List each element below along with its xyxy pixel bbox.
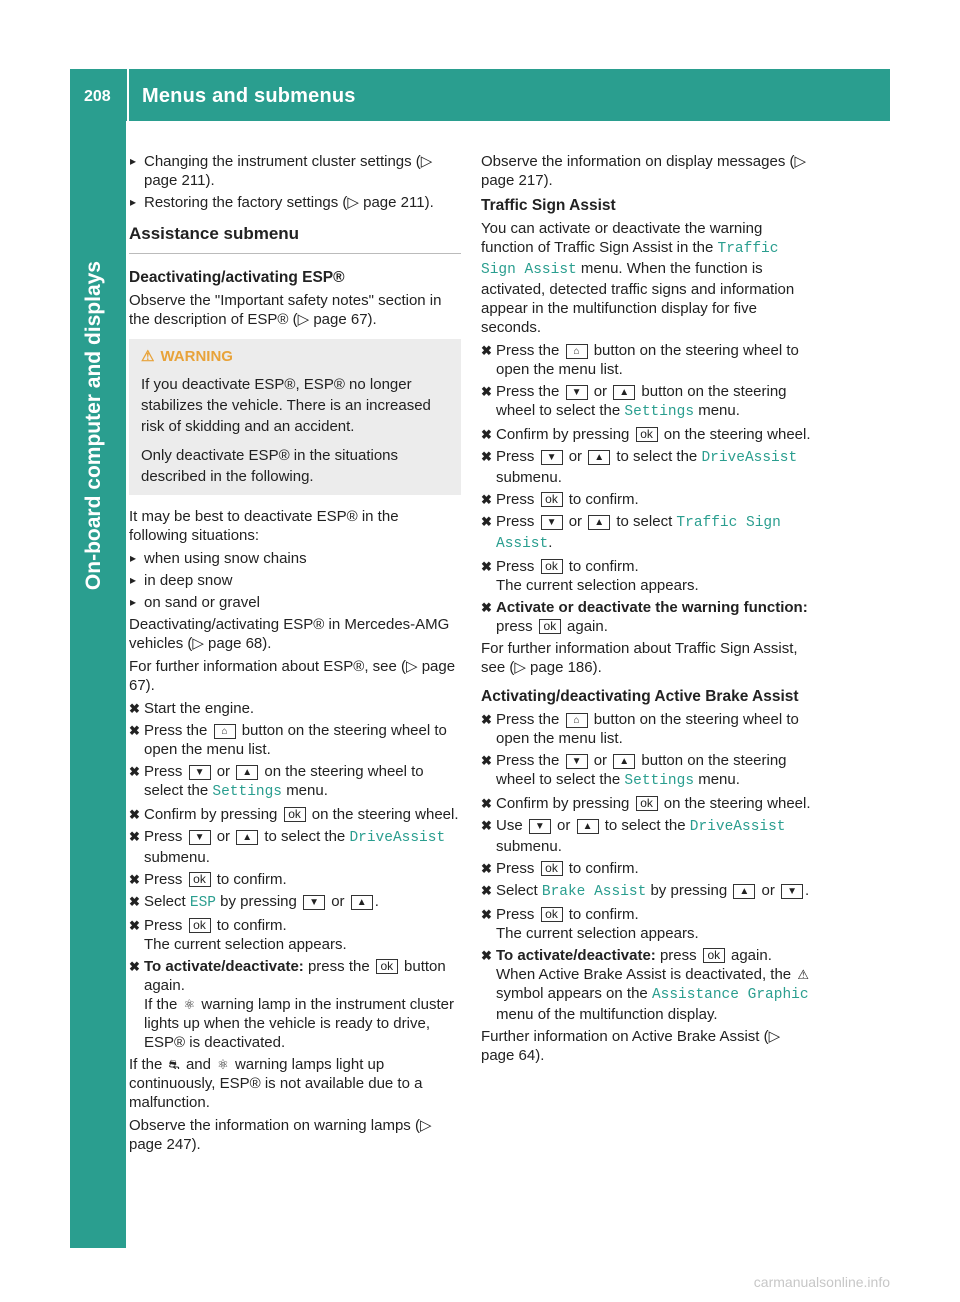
intro-text: Observe the information on display messages (▷ page 217). <box>481 153 807 189</box>
step: ✖ Press the ⌂ button on the steering wheel to open the menu list. <box>481 711 799 747</box>
home-icon: ⌂ <box>566 344 588 359</box>
ok-icon: ok <box>189 872 211 887</box>
up-arrow-icon: ▲ <box>613 754 635 769</box>
aba-further: Further information on Active Brake Assist (▷ page 64). <box>481 1028 781 1064</box>
tsa-heading: Traffic Sign Assist <box>481 197 616 214</box>
warning-box <box>129 339 461 495</box>
step-arrow-icon: ✖ <box>129 959 140 974</box>
menu-assistance-graphic: Assistance Graphic <box>651 987 809 1003</box>
step-arrow-icon: ✖ <box>481 514 492 529</box>
warning-title: WARNING <box>160 348 233 365</box>
step-arrow-icon: ✖ <box>481 449 492 464</box>
esp-warning-icon: ⛐ <box>168 1057 180 1072</box>
step: ✖ Press ok to confirm. The current selection appears. <box>481 558 699 594</box>
assistance-heading: Assistance submenu <box>129 224 461 254</box>
menu-esp: ESP <box>189 895 216 911</box>
observe-text: Observe the information on warning lamps (▷ page 247). <box>129 1117 432 1153</box>
tsa-further: For further information about Traffic Sign Assist, see (▷ page 186). <box>481 640 798 676</box>
warning-icon: ⚠ <box>141 348 155 365</box>
step-arrow-icon: ✖ <box>481 948 492 963</box>
step: ✖ Activate or deactivate the warning function: press ok again. <box>481 599 808 635</box>
step: ✖ To activate/deactivate: press the ok button again. If the ⚛ warning lamp in the instrument cluster lights up when the vehicle is ready to drive, ESP® is deactivated. <box>129 958 454 1051</box>
situations-intro: It may be best to deactivate ESP® in the following situations: <box>129 508 399 544</box>
step-arrow-icon: ✖ <box>481 384 492 399</box>
right-column <box>481 152 815 1069</box>
step-arrow-icon: ✖ <box>481 861 492 876</box>
down-arrow-icon: ▼ <box>541 450 563 465</box>
ok-icon: ok <box>541 907 563 922</box>
up-arrow-icon: ▲ <box>588 515 610 530</box>
brake-assist-off-icon: ⚠ <box>797 967 809 982</box>
step: ✖ Press ok to confirm. <box>129 871 287 888</box>
ok-icon: ok <box>376 959 398 974</box>
step: ✖ Confirm by pressing ok on the steering wheel. <box>481 426 811 443</box>
ok-icon: ok <box>541 861 563 876</box>
up-arrow-icon: ▲ <box>613 385 635 400</box>
esp-off-icon: ⚛ <box>217 1057 229 1072</box>
page-number: 208 <box>84 88 111 105</box>
step: ✖ Press the ▼ or ▲ button on the steering wheel to select the Settings menu. <box>481 752 787 789</box>
home-icon: ⌂ <box>566 713 588 728</box>
step-arrow-icon: ✖ <box>481 796 492 811</box>
step: ✖ Press ok to confirm. The current selection appears. <box>129 917 347 953</box>
step: ✖ Use ▼ or ▲ to select the DriveAssist submenu. <box>481 817 786 855</box>
ok-icon: ok <box>703 948 725 963</box>
up-arrow-icon: ▲ <box>577 819 599 834</box>
ok-icon: ok <box>284 807 306 822</box>
list-item: ▸ Restoring the factory settings (▷ page 211). <box>129 193 461 212</box>
down-arrow-icon: ▼ <box>566 754 588 769</box>
up-arrow-icon: ▲ <box>236 765 258 780</box>
menu-brake-assist: Brake Assist <box>541 884 647 900</box>
step: ✖ Press ok to confirm. The current selection appears. <box>481 906 699 942</box>
up-arrow-icon: ▲ <box>733 884 755 899</box>
down-arrow-icon: ▼ <box>529 819 551 834</box>
ok-icon: ok <box>636 427 658 442</box>
down-arrow-icon: ▼ <box>189 765 211 780</box>
ok-icon: ok <box>189 918 211 933</box>
step: ✖ Select ESP by pressing ▼ or ▲ . <box>129 893 379 911</box>
step-arrow-icon: ✖ <box>481 753 492 768</box>
ok-icon: ok <box>539 619 561 634</box>
esp-off-icon: ⚛ <box>183 997 196 1012</box>
menu-driveassist: DriveAssist <box>349 830 446 846</box>
warning-text: If you deactivate ESP®, ESP® no longer stabilizes the vehicle. There is an increased risk of skidding and an accident. <box>141 376 431 435</box>
menu-driveassist: DriveAssist <box>701 450 798 466</box>
page-title: Menus and submenus <box>142 85 356 107</box>
step-arrow-icon: ✖ <box>129 918 140 933</box>
up-arrow-icon: ▲ <box>236 830 258 845</box>
step: ✖ Confirm by pressing ok on the steering wheel. <box>481 795 811 812</box>
aba-heading: Activating/deactivating Active Brake Assist <box>481 688 799 705</box>
up-arrow-icon: ▲ <box>588 450 610 465</box>
list-item: ▸ when using snow chains <box>129 549 461 568</box>
step: ✖ Press the ▼ or ▲ button on the steering wheel to select the Settings menu. <box>481 383 787 420</box>
step-arrow-icon: ✖ <box>129 764 140 779</box>
down-arrow-icon: ▼ <box>781 884 803 899</box>
step-arrow-icon: ✖ <box>481 818 492 833</box>
menu-settings: Settings <box>624 773 695 789</box>
menu-traffic-sign-assist: Traffic Sign Assist <box>481 241 779 278</box>
step: ✖ Press ▼ or ▲ to select Traffic Sign Assist. <box>481 513 781 552</box>
step: ✖ To activate/deactivate: press ok again. When Active Brake Assist is deactivated, the ⚠ symbol appears on the Assistance Graphic menu of the multifunction display. <box>481 947 809 1023</box>
step-arrow-icon: ✖ <box>481 883 492 898</box>
step: ✖ Press ok to confirm. <box>481 491 639 508</box>
step-arrow-icon: ✖ <box>481 559 492 574</box>
sidebar-section-label: On-board computer and displays <box>82 260 105 590</box>
step-arrow-icon: ✖ <box>481 492 492 507</box>
down-arrow-icon: ▼ <box>541 515 563 530</box>
left-column <box>129 152 461 1158</box>
amg-note: Deactivating/activating ESP® in Mercedes-AMG vehicles (▷ page 68). <box>129 616 450 652</box>
warning-text: Only deactivate ESP® in the situations described in the following. <box>141 447 399 485</box>
step: ✖ Press ▼ or ▲ to select the DriveAssist submenu. <box>129 828 446 866</box>
list-item: ▸ Changing the instrument cluster settings (▷ page 211). <box>129 152 461 190</box>
menu-traffic-sign-assist: Traffic Sign Assist <box>496 515 781 552</box>
list-item: ▸ in deep snow <box>129 571 461 590</box>
down-arrow-icon: ▼ <box>566 385 588 400</box>
ok-icon: ok <box>636 796 658 811</box>
step: ✖ Press ok to confirm. <box>481 860 639 877</box>
home-icon: ⌂ <box>214 724 236 739</box>
ok-icon: ok <box>541 559 563 574</box>
menu-settings: Settings <box>624 404 695 420</box>
header-divider <box>127 69 129 121</box>
esp-heading: Deactivating/activating ESP® <box>129 269 345 286</box>
step-arrow-icon: ✖ <box>129 701 140 716</box>
lamps-text: If the ⛐ and ⚛ warning lamps light up continuously, ESP® is not available due to a malfunction. <box>129 1056 423 1111</box>
tsa-intro: You can activate or deactivate the warning function of Traffic Sign Assist in the Traffic Sign Assist menu. When the function is activated, detected traffic signs and information appear in the multifunction display for five seconds. <box>481 220 795 336</box>
step-arrow-icon: ✖ <box>481 427 492 442</box>
step-arrow-icon: ✖ <box>129 829 140 844</box>
ok-icon: ok <box>541 492 563 507</box>
step: ✖ Press the ⌂ button on the steering wheel to open the menu list. <box>481 342 799 378</box>
step: ✖ Confirm by pressing ok on the steering wheel. <box>129 806 459 823</box>
step: ✖ Press ▼ or ▲ on the steering wheel to select the Settings menu. <box>129 763 424 800</box>
up-arrow-icon: ▲ <box>351 895 373 910</box>
step-arrow-icon: ✖ <box>129 807 140 822</box>
step-arrow-icon: ✖ <box>481 343 492 358</box>
esp-intro: Observe the "Important safety notes" section in the description of ESP® (▷ page 67). <box>129 292 442 328</box>
step-arrow-icon: ✖ <box>481 907 492 922</box>
step-arrow-icon: ✖ <box>129 723 140 738</box>
step: ✖ Start the engine. <box>129 700 255 717</box>
menu-settings: Settings <box>212 784 283 800</box>
watermark: carmanualsonline.info <box>753 1274 890 1290</box>
step-arrow-icon: ✖ <box>481 712 492 727</box>
step: ✖ Select Brake Assist by pressing ▲ or ▼ . <box>481 882 810 900</box>
down-arrow-icon: ▼ <box>189 830 211 845</box>
step-arrow-icon: ✖ <box>129 872 140 887</box>
step-arrow-icon: ✖ <box>481 600 492 615</box>
step: ✖ Press the ⌂ button on the steering wheel to open the menu list. <box>129 722 447 758</box>
menu-driveassist: DriveAssist <box>689 819 786 835</box>
step-arrow-icon: ✖ <box>129 894 140 909</box>
step: ✖ Press ▼ or ▲ to select the DriveAssist submenu. <box>481 448 798 486</box>
further-info: For further information about ESP®, see (▷ page 67). <box>129 658 456 694</box>
list-item: ▸ on sand or gravel <box>129 593 461 612</box>
down-arrow-icon: ▼ <box>303 895 325 910</box>
